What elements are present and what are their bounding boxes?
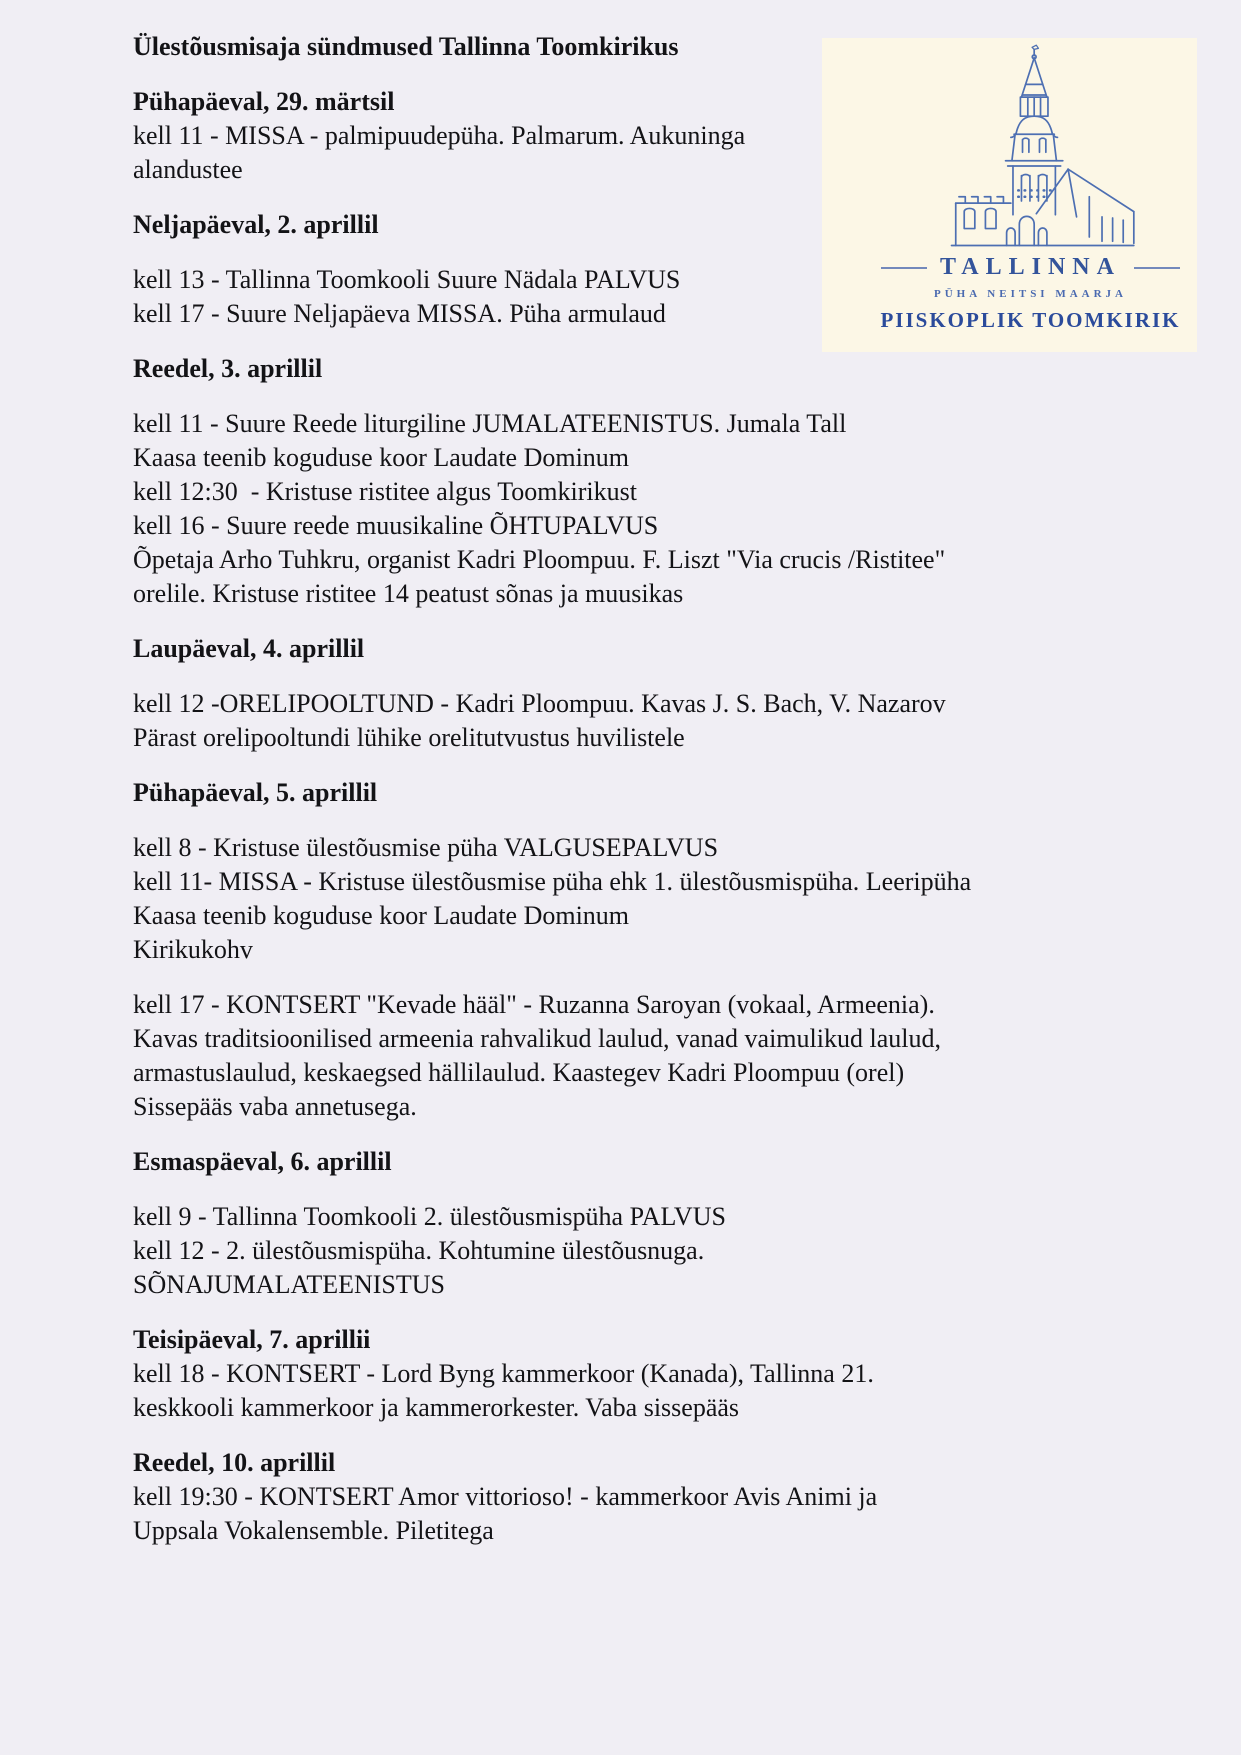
text-line: Kavas traditsioonilised armeenia rahvalikud laulud, vanad vaimulikud laulud, [133,1024,941,1053]
church-logo [822,38,1197,352]
text-line: kell 12 -ORELIPOOLTUND - Kadri Ploompuu. Kavas J. S. Bach, V. Nazarov [133,689,946,718]
date-heading: Neljapäeval, 2. aprillil [133,210,379,239]
date-heading: Teisipäeval, 7. aprillii [133,1325,371,1354]
text-line: kell 8 - Kristuse ülestõusmise püha VALGUSEPALVUS [133,833,719,862]
logo-dash-left [881,267,927,269]
text-line: Õpetaja Arho Tuhkru, organist Kadri Ploompuu. F. Liszt "Via crucis /Ristitee" [133,545,946,574]
date-heading: Reedel, 10. aprillil [133,1448,336,1477]
text-line: Kaasa teenib koguduse koor Laudate Dominum [133,443,630,472]
text-line: kell 19:30 - KONTSERT Amor vittorioso! - kammerkoor Avis Animi ja [133,1482,878,1511]
logo-subtitle2: PIISKOPLIK TOOMKIRIK [880,308,1181,332]
text-line: kell 11- MISSA - Kristuse ülestõusmise püha ehk 1. ülestõusmispüha. Leeripüha [133,867,972,896]
date-heading: Reedel, 3. aprillil [133,354,323,383]
text-line: kell 11 - MISSA - palmipuudepüha. Palmarum. Aukuninga [133,121,746,150]
page-title: Ülestõusmisaja sündmused Tallinna Toomkirikus [133,32,679,61]
logo-dash-right [1134,267,1180,269]
logo-subtitle: PÜHA NEITSI MAARJA [933,288,1127,300]
text-line: SÕNAJUMALATEENISTUS [133,1270,446,1299]
paragraph [133,352,1221,386]
text-line: kell 18 - KONTSERT - Lord Byng kammerkoor (Kanada), Tallinna 21. [133,1359,874,1388]
text-line: kell 9 - Tallinna Toomkooli 2. ülestõusmispüha PALVUS [133,1202,726,1231]
text-line: kell 11 - Suure Reede liturgiline JUMALATEENISTUS. Jumala Tall [133,409,847,438]
date-heading: Esmaspäeval, 6. aprillil [133,1147,392,1176]
church-illustration-icon [908,42,1154,254]
paragraph [133,776,1221,810]
text-line: kell 17 - KONTSERT "Kevade hääl" - Ruzanna Saroyan (vokaal, Armeenia). [133,990,935,1019]
text-line: kell 17 - Suure Neljapäeva MISSA. Püha armulaud [133,299,666,328]
text-line: alandustee [133,155,243,184]
text-line: keskkooli kammerkoor ja kammerorkester. Vaba sissepääs [133,1393,740,1422]
paragraph [133,1323,1221,1425]
paragraph [133,1446,1221,1548]
text-line: kell 13 - Tallinna Toomkooli Suure Nädala PALVUS [133,265,681,294]
text-line: Pärast orelipooltundi lühike orelitutvustus huvilistele [133,723,685,752]
paragraph [133,1145,1221,1179]
paragraph [133,687,1221,755]
logo-title: TALLINNA [940,254,1121,280]
text-line: kell 12 - 2. ülestõusmispüha. Kohtumine ülestõusnuga. [133,1236,705,1265]
text-line: Uppsala Vokalensemble. Piletitega [133,1516,494,1545]
paragraph [133,831,1221,967]
paragraph [133,632,1221,666]
paragraph [133,988,1221,1124]
date-heading: Pühapäeval, 29. märtsil [133,87,395,116]
text-line: armastuslaulud, keskaegsed hällilaulud. Kaastegev Kadri Ploompuu (orel) [133,1058,905,1087]
text-line: Kaasa teenib koguduse koor Laudate Dominum [133,901,630,930]
text-line: kell 16 - Suure reede muusikaline ÕHTUPALVUS [133,511,659,540]
paragraph [133,1200,1221,1302]
date-heading: Pühapäeval, 5. aprillil [133,778,378,807]
text-line: kell 12:30 - Kristuse ristitee algus Toomkirikust [133,477,637,506]
text-line: Sissepääs vaba annetusega. [133,1092,417,1121]
date-heading: Laupäeval, 4. aprillil [133,634,365,663]
text-line: Kirikukohv [133,935,253,964]
paragraph [133,407,1221,611]
text-line: orelile. Kristuse ristitee 14 peatust sõnas ja muusikas [133,579,684,608]
